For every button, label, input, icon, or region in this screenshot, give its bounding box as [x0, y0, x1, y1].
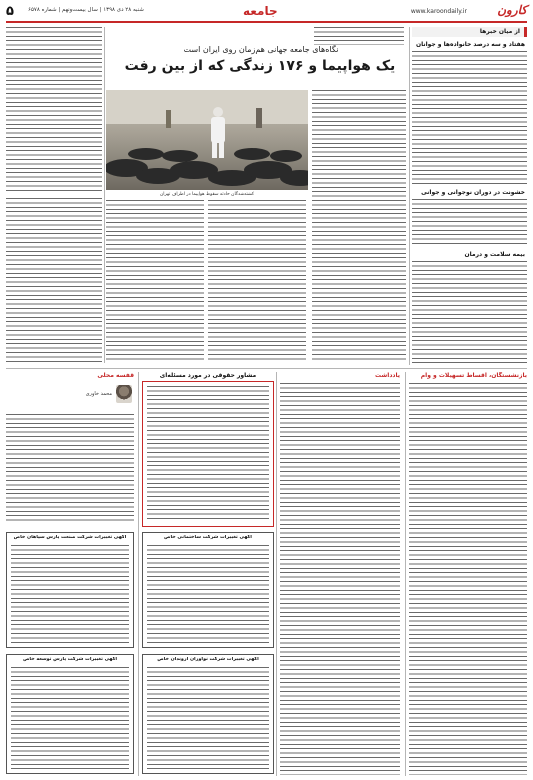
- legal-ad-4-title: آگهی تغییرات شرکت پارس توسعه خاص: [22, 657, 118, 662]
- sidebar-text-2: [412, 199, 527, 247]
- lower-divider-1: [405, 372, 406, 776]
- sidebar-label: از میان خبرها: [412, 27, 527, 37]
- column-divider: [104, 27, 105, 363]
- sidebar-divider: [409, 27, 410, 365]
- story-headline: یک هواپیما و ۱۷۶ زندگی که از بین رفت: [124, 58, 396, 74]
- story-col-4: [312, 90, 406, 362]
- photo-caption: کشته‌شدگان حادثه سقوط هواپیما در اطراف تهران: [159, 192, 255, 197]
- legal-ad-2: [6, 532, 134, 648]
- lower-right-heading: بازنشستگان، اقساط تسهیلات و وام: [420, 372, 527, 379]
- lower-divider-3: [138, 372, 139, 776]
- legal-ad-4-text: [11, 667, 129, 769]
- section-divider: [6, 368, 527, 369]
- sidebar-text-1: [412, 51, 527, 185]
- boxed-article-text: [147, 386, 269, 522]
- sidebar-heading-1: هفتاد و سه درصد خانواده‌ها و جوانان: [415, 41, 525, 48]
- author-column-text: [6, 414, 134, 524]
- legal-ad-3: [142, 654, 274, 774]
- legal-ad-4: [6, 654, 134, 774]
- boxed-article: [142, 381, 274, 527]
- masthead: [6, 4, 527, 20]
- header-rule: [6, 21, 527, 23]
- sidebar-heading-2: خشونت در دوران نوجوانی و جوانی: [421, 189, 525, 196]
- legal-ad-1-text: [147, 545, 269, 643]
- story-kicker: نگاه‌های جامعه جهانی هم‌زمان روی ایران است: [183, 45, 339, 54]
- author-avatar: [116, 385, 132, 403]
- story-photo: [106, 90, 308, 190]
- story-col-3: [208, 200, 306, 362]
- sidebar-heading-3: بیمه سلامت و درمان: [464, 251, 525, 258]
- legal-ad-3-title: آگهی تغییرات شرکت نوآوران اروندان خاص: [157, 657, 259, 662]
- legal-ad-1: [142, 532, 274, 648]
- author-name: محمد خاوری: [85, 391, 112, 397]
- issue-info: شنبه ۲۸ دی ۱۳۹۸ | سال بیست‌ونهم | شماره ۶۵۷۸: [28, 7, 144, 13]
- story-col-left-lower: [6, 198, 102, 362]
- site-url[interactable]: www.karoondaily.ir: [410, 8, 467, 15]
- lower-mid-text: [280, 383, 400, 775]
- legal-ad-1-title: آگهی تغییرات شرکت ساختمانی خاص: [164, 535, 252, 540]
- sidebar-news: [412, 27, 527, 365]
- section-title: جامعه: [243, 4, 278, 18]
- author-column-label: قفسه محلی: [97, 372, 134, 379]
- story-col-2: [106, 200, 204, 362]
- author-box: [6, 383, 134, 411]
- lower-right-text: [409, 383, 527, 775]
- legal-ad-3-text: [147, 667, 269, 769]
- page-number: ۵: [6, 4, 14, 19]
- legal-ad-2-title: آگهی تغییرات شرکت صنعت پارس سپاهان خاص: [13, 535, 127, 540]
- legal-ad-2-text: [11, 545, 129, 643]
- boxed-heading: مشاور حقوقی در مورد مسئله‌ای: [159, 372, 257, 379]
- story-intro-text: [314, 27, 404, 45]
- lower-mid-heading: یادداشت: [375, 372, 400, 379]
- newspaper-logo: کارون: [497, 3, 527, 17]
- story-col-left-upper: [6, 27, 102, 192]
- lower-divider-2: [276, 372, 277, 776]
- sidebar-text-3: [412, 261, 527, 365]
